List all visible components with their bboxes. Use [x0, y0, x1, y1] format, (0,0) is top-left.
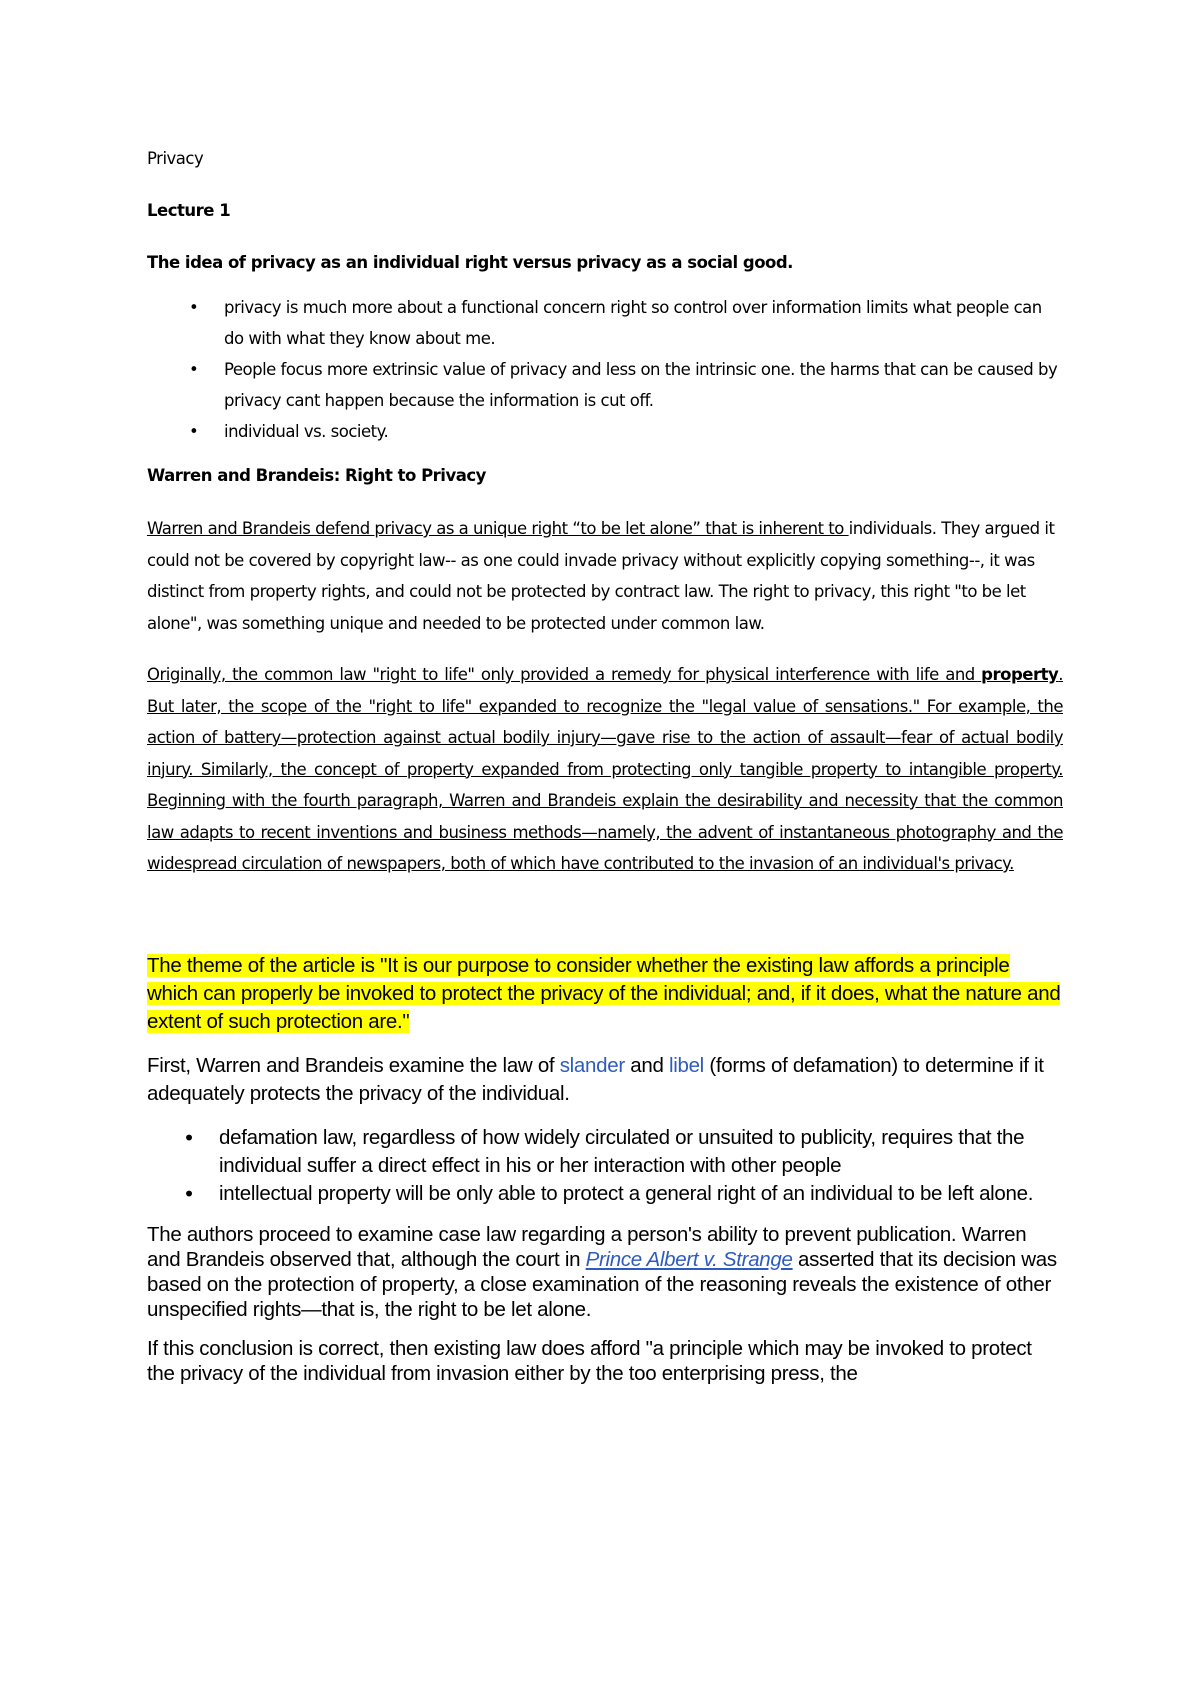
list-item — [147, 416, 1063, 447]
paragraph-common-law — [147, 659, 1063, 880]
bullet-icon: • — [183, 1181, 195, 1206]
highlighted-text: The theme of the article is "It is our purpose to consider whether the existing law affords a principle which can properly be invoked to protect the privacy of the individual; and, if it does, what the nature and extent of such protection are." — [147, 953, 1061, 1033]
slander-link[interactable]: slander — [559, 1053, 625, 1077]
paragraph-text: asserted that its decision was based on the protection of property, a close examination of the reasoning reveals the existence of other unspecified rights—that is, the right to be let alone. — [147, 1247, 1057, 1321]
bullet-list-2 — [147, 1124, 1063, 1208]
bullet-icon: • — [183, 1125, 195, 1150]
lecture-label: Lecture 1 — [147, 201, 231, 220]
bullet-icon: • — [189, 298, 199, 317]
highlighted-theme-paragraph — [147, 952, 1063, 1036]
list-item — [147, 292, 1063, 354]
paragraph-conclusion: If this conclusion is correct, then existing law does afford "a principle which may be invoked to protect the privacy of the individual from invasion either by the too enterprising press, the — [147, 1336, 1032, 1385]
underlined-text: Warren and Brandeis defend privacy as a unique right “to be let alone” that is inherent to — [147, 519, 849, 538]
paragraph-text: individuals. They argued it could not be covered by copyright law-- as one could invade privacy without explicitly copying something--, it was distinct from property rights, and could not be protected by contract law. The right to privacy, this right "to be let alone", was something unique and needed to be protected under common law. — [147, 519, 1055, 633]
list-item-text: intellectual property will be only able to protect a general right of an individual to be left alone. — [219, 1181, 1034, 1205]
bullet-icon: • — [189, 360, 199, 379]
bullet-list-1 — [147, 292, 1063, 447]
list-item-text: privacy is much more about a functional concern right so control over information limits what people can do with what they know about me. — [224, 298, 1042, 348]
prince-albert-link[interactable]: Prince Albert v. Strange — [585, 1247, 793, 1271]
paragraph-text: and — [624, 1053, 669, 1077]
list-item-text: defamation law, regardless of how widely circulated or unsuited to publicity, requires that the individual suffer a direct effect in his or her interaction with other people — [219, 1125, 1025, 1177]
section-heading: The idea of privacy as an individual right versus privacy as a social good. — [147, 253, 793, 272]
paragraph-slander-libel — [147, 1052, 1063, 1108]
paragraph-case-law — [147, 1222, 1063, 1322]
bullet-icon: • — [189, 422, 199, 441]
document-body — [147, 144, 1063, 1400]
list-item — [147, 1180, 1063, 1208]
paragraph-text: First, Warren and Brandeis examine the law of — [147, 1053, 560, 1077]
warren-brandeis-heading: Warren and Brandeis: Right to Privacy — [147, 466, 486, 485]
bold-text: property — [981, 665, 1059, 684]
paragraph-text: Originally, the common law "right to life" only provided a remedy for physical interference with life and — [147, 665, 982, 684]
paragraph-text: (forms of defamation) to determine if it adequately protects the privacy of the individual. — [147, 1053, 1044, 1105]
list-item-text: People focus more extrinsic value of privacy and less on the intrinsic one. the harms that can be caused by privacy cant happen because the information is cut off. — [224, 360, 1058, 410]
list-item — [147, 1124, 1063, 1180]
list-item — [147, 354, 1063, 416]
list-item-text: individual vs. society. — [224, 422, 389, 441]
paragraph-text: The authors proceed to examine case law regarding a person's ability to prevent publication. Warren and Brandeis observed that, although the court in — [147, 1222, 1027, 1271]
paragraph-right-to-be-let-alone — [147, 513, 1063, 639]
paragraph-text: . But later, the scope of the "right to life" expanded to recognize the "legal value of sensations." For example, the action of battery—protection against actual bodily injury—gave rise to the action of assault—fear of actual bodily injury. Similarly, the concept of property expanded from protecting only tangible property to intangible property. Beginning with the fourth paragraph, Warren and Brandeis explain the desirability and necessity that the common law adapts to recent inventions and business methods—namely, the advent of instantaneous photography and the widespread circulation of newspapers, both of which have contributed to the invasion of an individual's privacy. — [147, 665, 1063, 873]
document-title: Privacy — [147, 149, 204, 168]
libel-link[interactable]: libel — [668, 1053, 704, 1077]
